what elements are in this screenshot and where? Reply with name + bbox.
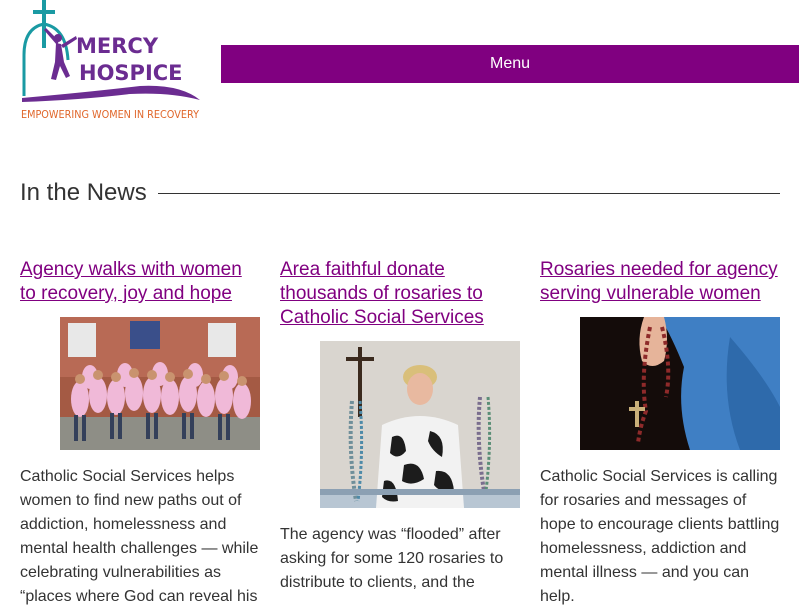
section-heading bbox=[20, 178, 780, 208]
menu-label: Menu bbox=[489, 55, 531, 72]
news-article bbox=[540, 258, 780, 609]
news-article bbox=[20, 258, 260, 609]
page-title: In the News bbox=[20, 179, 147, 206]
article-thumbnail[interactable] bbox=[580, 317, 780, 450]
mercy-hospice-logo[interactable] bbox=[20, 0, 202, 124]
logo-tagline: EMPOWERING WOMEN IN RECOVERY bbox=[21, 109, 200, 121]
article-summary: Catholic Social Services is calling for rosaries and messages of hope to encourage clients battling homelessness, addiction and mental illness — and you can help. bbox=[540, 468, 780, 605]
menu-button[interactable] bbox=[221, 45, 799, 83]
article-thumbnail[interactable] bbox=[60, 317, 260, 450]
article-summary: The agency was “flooded” after asking for some 120 rosaries to distribute to clients, and the bbox=[280, 526, 504, 591]
article-title-link[interactable]: Area faithful donate thousands of rosaries to Catholic Social Services bbox=[280, 259, 484, 328]
logo-graphic bbox=[20, 0, 202, 124]
article-title-link[interactable]: Agency walks with women to recovery, joy and hope bbox=[20, 259, 242, 304]
article-thumbnail[interactable] bbox=[320, 341, 520, 508]
article-title-link[interactable]: Rosaries needed for agency serving vulnerable women bbox=[540, 259, 778, 304]
logo-name-line1: MERCY bbox=[76, 34, 159, 58]
dancer-icon bbox=[44, 28, 77, 80]
logo-name-line2: HOSPICE bbox=[79, 61, 183, 85]
article-summary: Catholic Social Services helps women to find new paths out of addiction, homelessness and mental health challenges — while celebrating vulnerabilities as “places where God can reveal his bbox=[20, 468, 259, 605]
news-article bbox=[280, 258, 520, 595]
heading-divider bbox=[158, 193, 780, 194]
